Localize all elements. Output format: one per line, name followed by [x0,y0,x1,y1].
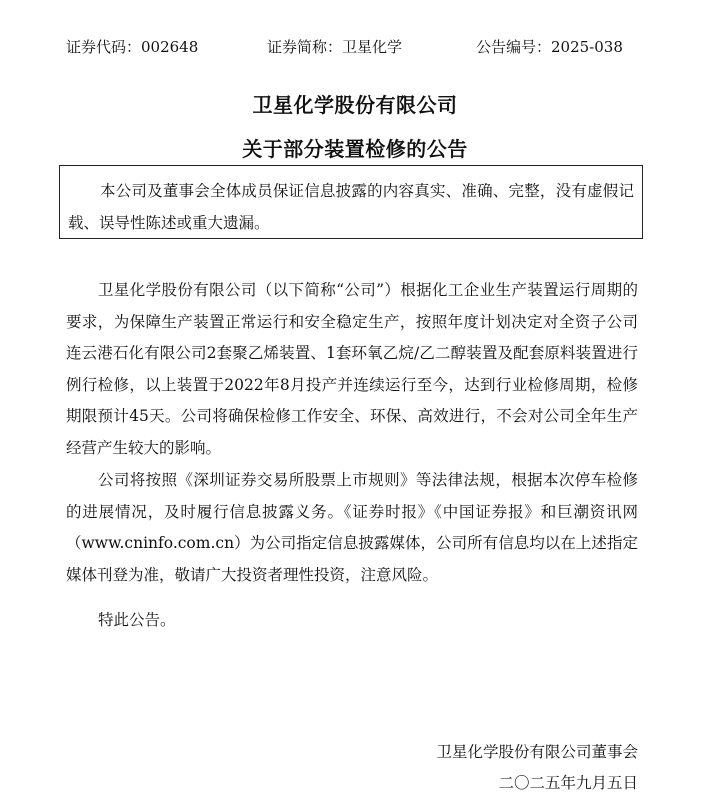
stock-abbreviation: 证券简称：卫星化学 [267,38,403,56]
body-paragraph-maintenance: 卫星化学股份有限公司（以下简称“公司”）根据化工企业生产装置运行周期的要求，为保障生产装置正常运行和安全稳定生产，按照年度计划决定对全资子公司连云港石化有限公司2套聚乙烯装置、1套环氧乙烷/乙二醇装置及配套原料装置进行例行检修，以上装置于2022年8月投产并连续运行至今，达到行业检修周期，检修期限预计45天。公司将确保检修工作安全、环保、高效进行，不会对公司全年生产经营产生较大的影响。 [66,281,638,457]
disclaimer-text: 本公司及董事会全体成员保证信息披露的内容真实、准确、完整，没有虚假记载、误导性陈述或重大遗漏。 [68,182,634,232]
company-title: 卫星化学股份有限公司 [252,93,458,117]
notice-number: 公告编号：2025-038 [476,38,623,56]
disclaimer-box [59,165,643,239]
signature-company: 卫星化学股份有限公司董事会 [436,743,638,761]
document-header [0,36,710,60]
body-paragraph-closing: 特此公告。 [98,611,176,629]
body-paragraph-disclosure: 公司将按照《深圳证券交易所股票上市规则》等法律法规，根据本次停车检修的进展情况，及时履行信息披露义务。《证券时报》《中国证券报》和巨潮资讯网（www.cninfo.com.cn）为公司指定信息披露媒体，公司所有信息均以在上述指定媒体刊登为准，敬请广大投资者理性投资，注意风险。 [66,471,638,584]
notice-title: 关于部分装置检修的公告 [242,137,468,161]
signature-date: 二〇二五年九月五日 [498,774,638,792]
stock-code: 证券代码：002648 [66,38,199,56]
